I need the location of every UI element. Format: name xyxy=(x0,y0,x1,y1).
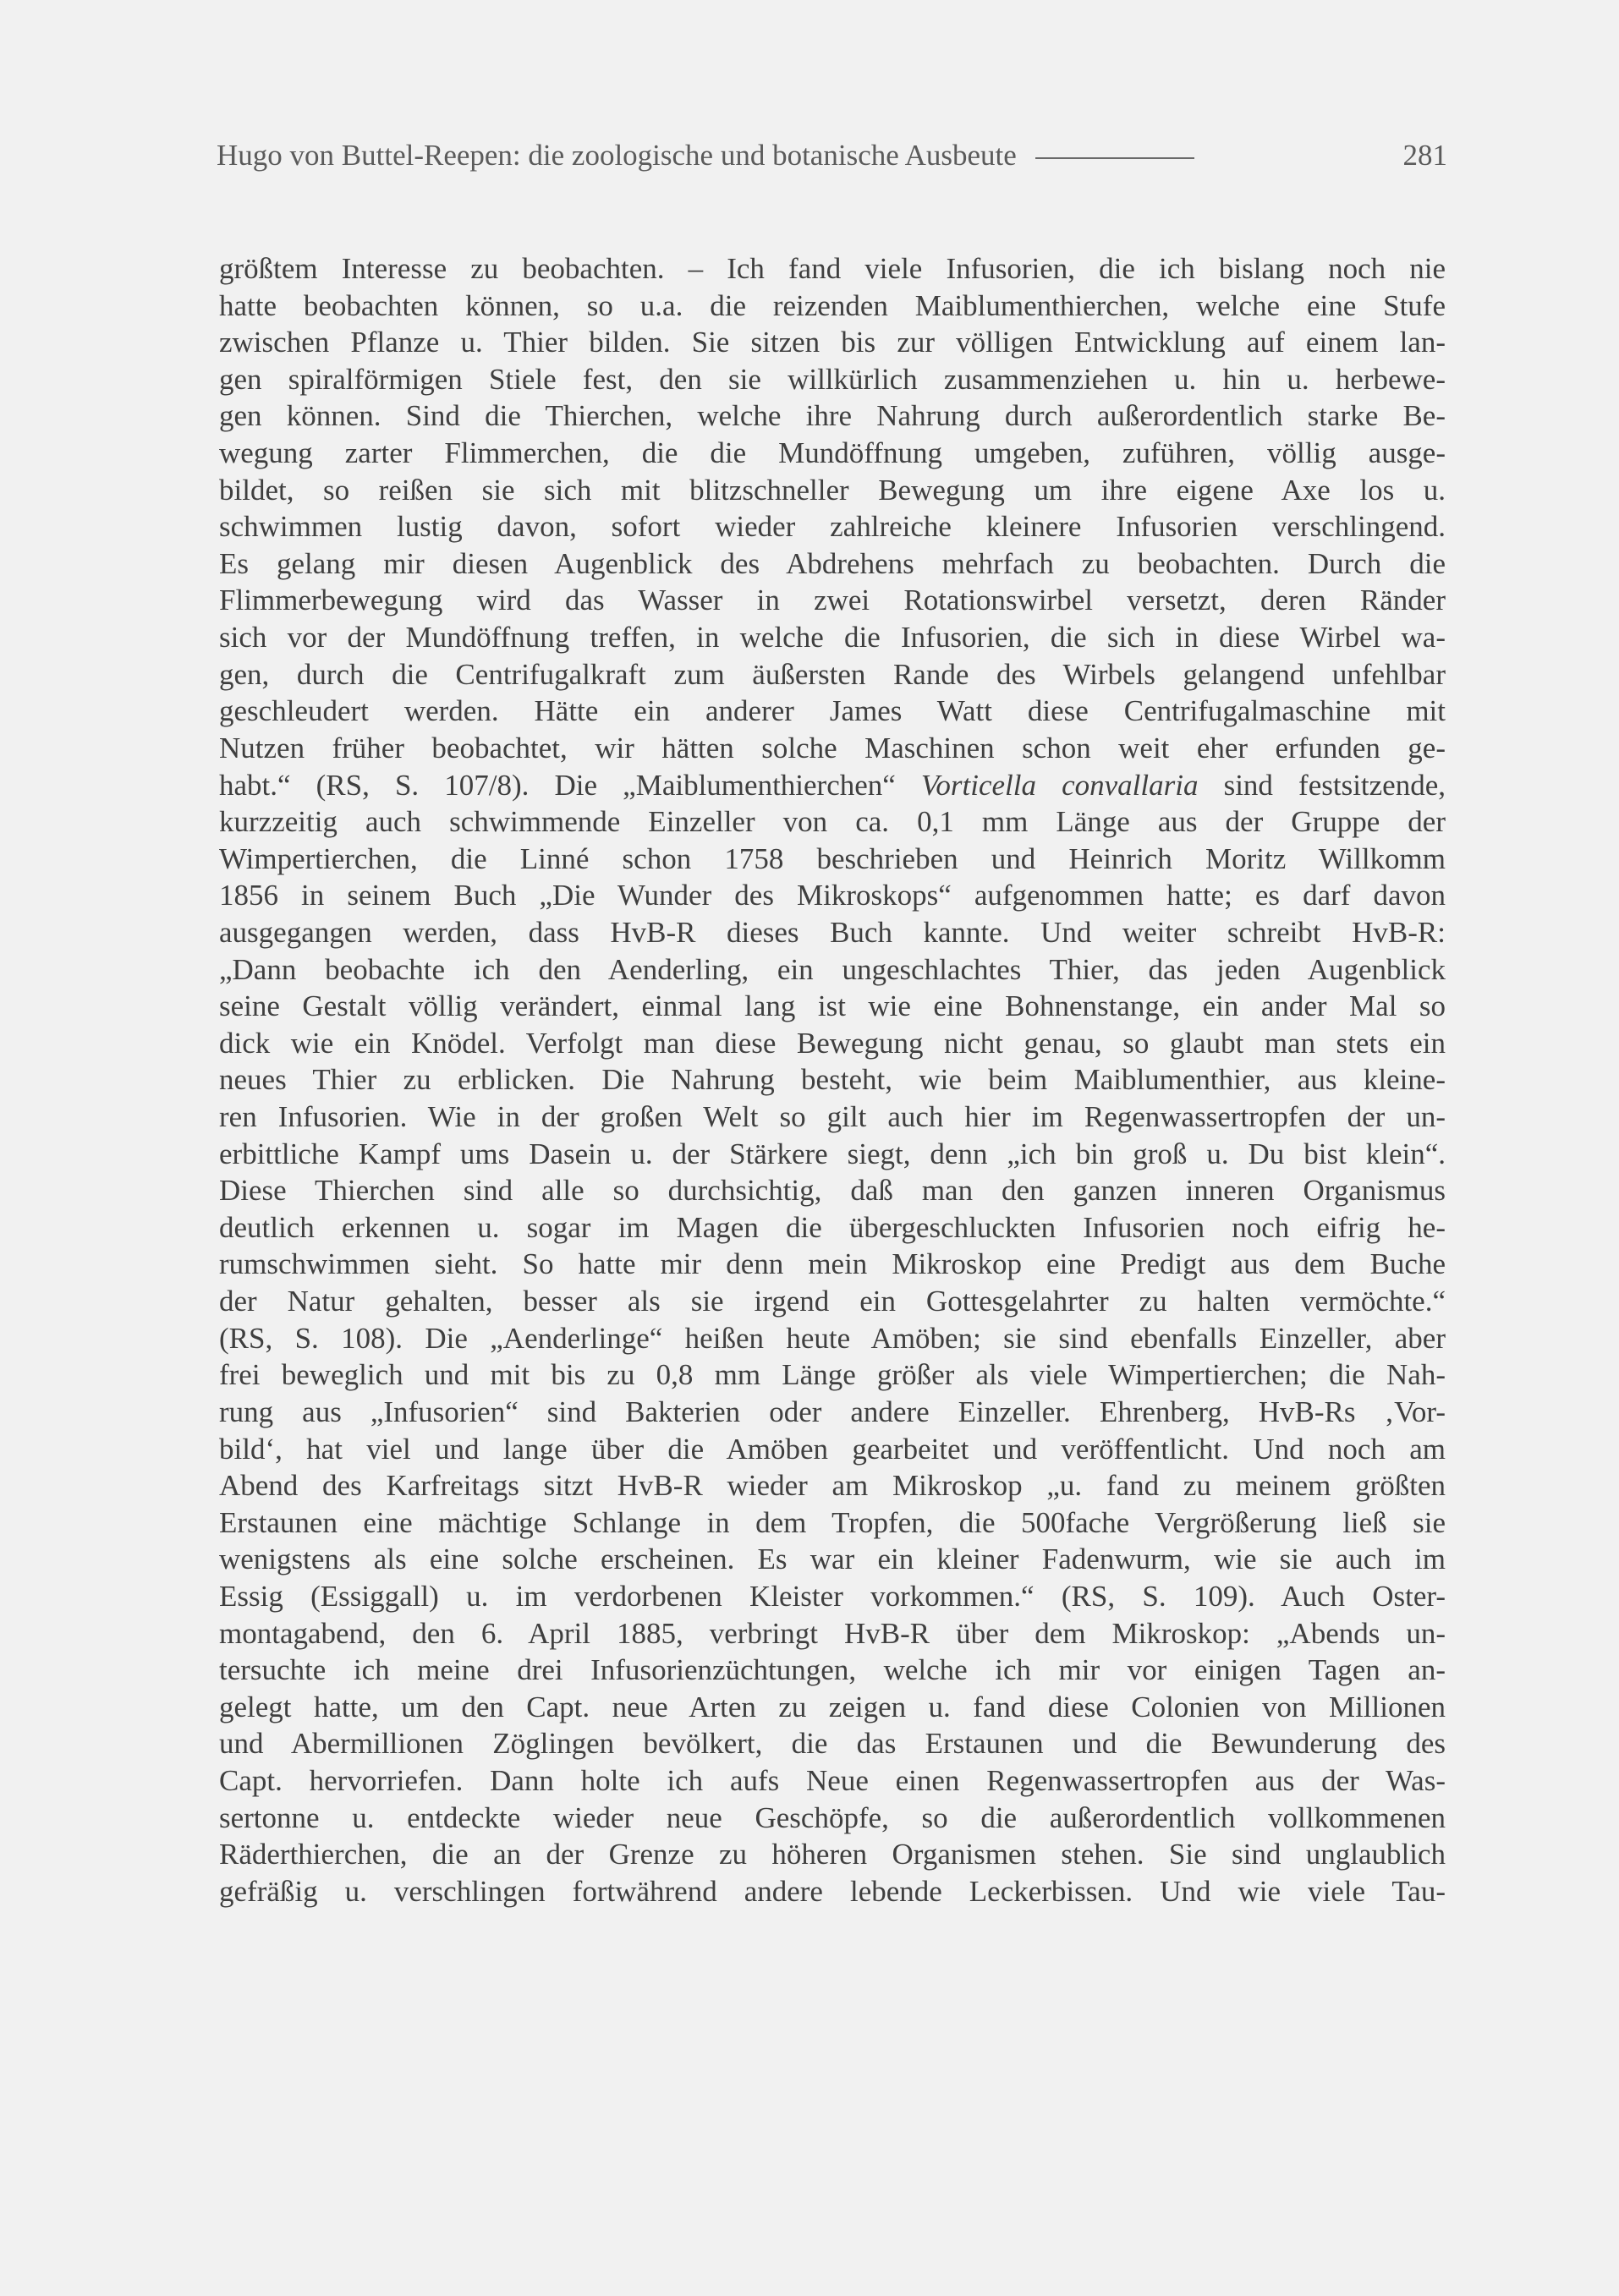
body-text xyxy=(219,250,1446,1910)
italic-species-name: Vorticella convallaria xyxy=(920,768,1199,802)
text-line: gefräßig u. verschlingen fortwährend andere lebende Leckerbissen. Und wie viele Tau- xyxy=(219,1874,1446,1908)
text-line: Erstaunen eine mächtige Schlange in dem Tropfen, die 500fache Vergrößerung ließ sie xyxy=(219,1505,1446,1539)
text-line: bild‘, hat viel und lange über die Amöben gearbeitet und veröffentlicht. Und noch am xyxy=(219,1432,1446,1466)
text-line: schwimmen lustig davon, sofort wieder zahlreiche kleinere Infusorien verschlingend. xyxy=(219,510,1446,544)
text-line: sertonne u. entdeckte wieder neue Geschöpfe, so die außerordentlich vollkommenen xyxy=(219,1800,1446,1834)
text-line: frei beweglich und mit bis zu 0,8 mm Länge größer als viele Wimpertierchen; die Nah- xyxy=(219,1358,1446,1392)
text-line: rumschwimmen sieht. So hatte mir denn mein Mikroskop eine Predigt aus dem Buche xyxy=(219,1247,1446,1281)
text-line: Capt. hervorriefen. Dann holte ich aufs Neue einen Regenwassertropfen aus der Was- xyxy=(219,1763,1446,1797)
header-rule xyxy=(1035,157,1194,159)
text-line: gen spiralförmigen Stiele fest, den sie willkürlich zusammenziehen u. hin u. herbewe- xyxy=(219,362,1446,396)
text-line: neues Thier zu erblicken. Die Nahrung besteht, wie beim Maiblumenthier, aus kleine- xyxy=(219,1063,1446,1097)
text-line: geschleudert werden. Hätte ein anderer James Watt diese Centrifugalmaschine mit xyxy=(219,694,1446,728)
running-header xyxy=(217,135,1447,176)
text-line xyxy=(219,767,1446,804)
text-line: „Dann beobachte ich den Aenderling, ein ungeschlachtes Thier, das jeden Augenblick xyxy=(219,952,1446,986)
text-line: ausgegangen werden, dass HvB-R dieses Buch kannte. Und weiter schreibt HvB-R: xyxy=(219,915,1446,949)
text-line: sich vor der Mundöffnung treffen, in welche die Infusorien, die sich in diese Wirbel wa- xyxy=(219,621,1446,655)
text-line: wenigstens als eine solche erscheinen. Es war ein kleiner Fadenwurm, wie sie auch im xyxy=(219,1543,1446,1576)
text-line: (RS, S. 108). Die „Aenderlinge“ heißen heute Amöben; sie sind ebenfalls Einzeller, aber xyxy=(219,1321,1446,1355)
text-line: Essig (Essiggall) u. im verdorbenen Kleister vorkommen.“ (RS, S. 109). Auch Oster- xyxy=(219,1579,1446,1613)
text-line: größtem Interesse zu beobachten. – Ich fand viele Infusorien, die ich bislang noch nie xyxy=(219,252,1446,285)
text-line: zwischen Pflanze u. Thier bilden. Sie sitzen bis zur völligen Entwicklung auf einem lan- xyxy=(219,326,1446,359)
text-line: hatte beobachten können, so u.a. die reizenden Maiblumenthierchen, welche eine Stufe xyxy=(219,288,1446,322)
text-line: 1856 in seinem Buch „Die Wunder des Mikroskops“ aufgenommen hatte; es darf davon xyxy=(219,879,1446,912)
text-line: deutlich erkennen u. sogar im Magen die übergeschluckten Infusorien noch eifrig he- xyxy=(219,1210,1446,1244)
text-line: Diese Thierchen sind alle so durchsichtig, daß man den ganzen inneren Organismus xyxy=(219,1174,1446,1208)
text-line: der Natur gehalten, besser als sie irgend ein Gottesgelahrter zu halten vermöchte.“ xyxy=(219,1285,1446,1318)
text-line: kurzzeitig auch schwimmende Einzeller von ca. 0,1 mm Länge aus der Gruppe der xyxy=(219,805,1446,839)
text-line: tersuchte ich meine drei Infusorienzüchtungen, welche ich mir vor einigen Tagen an- xyxy=(219,1653,1446,1687)
text-line: erbittliche Kampf ums Dasein u. der Stärkere siegt, denn „ich bin groß u. Du bist klein“. xyxy=(219,1137,1446,1170)
text-line: rung aus „Infusorien“ sind Bakterien oder andere Einzeller. Ehrenberg, HvB-Rs ‚Vor- xyxy=(219,1395,1446,1428)
page-number: 281 xyxy=(1402,139,1447,172)
text-line: ren Infusorien. Wie in der großen Welt so gilt auch hier im Regenwassertropfen der un- xyxy=(219,1100,1446,1134)
text-line: und Abermillionen Zöglingen bevölkert, die das Erstaunen und die Bewunderung des xyxy=(219,1727,1446,1761)
running-title: Hugo von Buttel-Reepen: die zoologische und botanische Ausbeute xyxy=(217,139,1017,172)
text-segment: habt.“ (RS, S. 107/8). Die „Maiblumenthierchen“ xyxy=(219,768,921,802)
text-line: gelegt hatte, um den Capt. neue Arten zu zeigen u. fand diese Colonien von Millionen xyxy=(219,1690,1446,1723)
text-line: montagabend, den 6. April 1885, verbringt HvB-R über dem Mikroskop: „Abends un- xyxy=(219,1616,1446,1650)
text-line: Wimpertierchen, die Linné schon 1758 beschrieben und Heinrich Moritz Willkomm xyxy=(219,841,1446,875)
text-line: Räderthierchen, die an der Grenze zu höheren Organismen stehen. Sie sind unglaublich xyxy=(219,1838,1446,1871)
text-segment: sind festsitzende, xyxy=(1198,768,1446,802)
text-line: seine Gestalt völlig verändert, einmal lang ist wie eine Bohnenstange, ein ander Mal so xyxy=(219,989,1446,1023)
text-line: dick wie ein Knödel. Verfolgt man diese Bewegung nicht genau, so glaubt man stets ein xyxy=(219,1026,1446,1060)
text-line: Es gelang mir diesen Augenblick des Abdrehens mehrfach zu beobachten. Durch die xyxy=(219,546,1446,580)
text-line: Abend des Karfreitags sitzt HvB-R wieder am Mikroskop „u. fand zu meinem größten xyxy=(219,1469,1446,1503)
text-line: gen, durch die Centrifugalkraft zum äußersten Rande des Wirbels gelangend unfehlbar xyxy=(219,657,1446,691)
text-line: bildet, so reißen sie sich mit blitzschneller Bewegung um ihre eigene Axe los u. xyxy=(219,473,1446,507)
text-line: Flimmerbewegung wird das Wasser in zwei Rotationswirbel versetzt, deren Ränder xyxy=(219,584,1446,617)
text-line: gen können. Sind die Thierchen, welche ihre Nahrung durch außerordentlich starke Be- xyxy=(219,399,1446,433)
text-line: Nutzen früher beobachtet, wir hätten solche Maschinen schon weit eher erfunden ge- xyxy=(219,731,1446,764)
text-line: wegung zarter Flimmerchen, die die Mundöffnung umgeben, zuführen, völlig ausge- xyxy=(219,436,1446,470)
